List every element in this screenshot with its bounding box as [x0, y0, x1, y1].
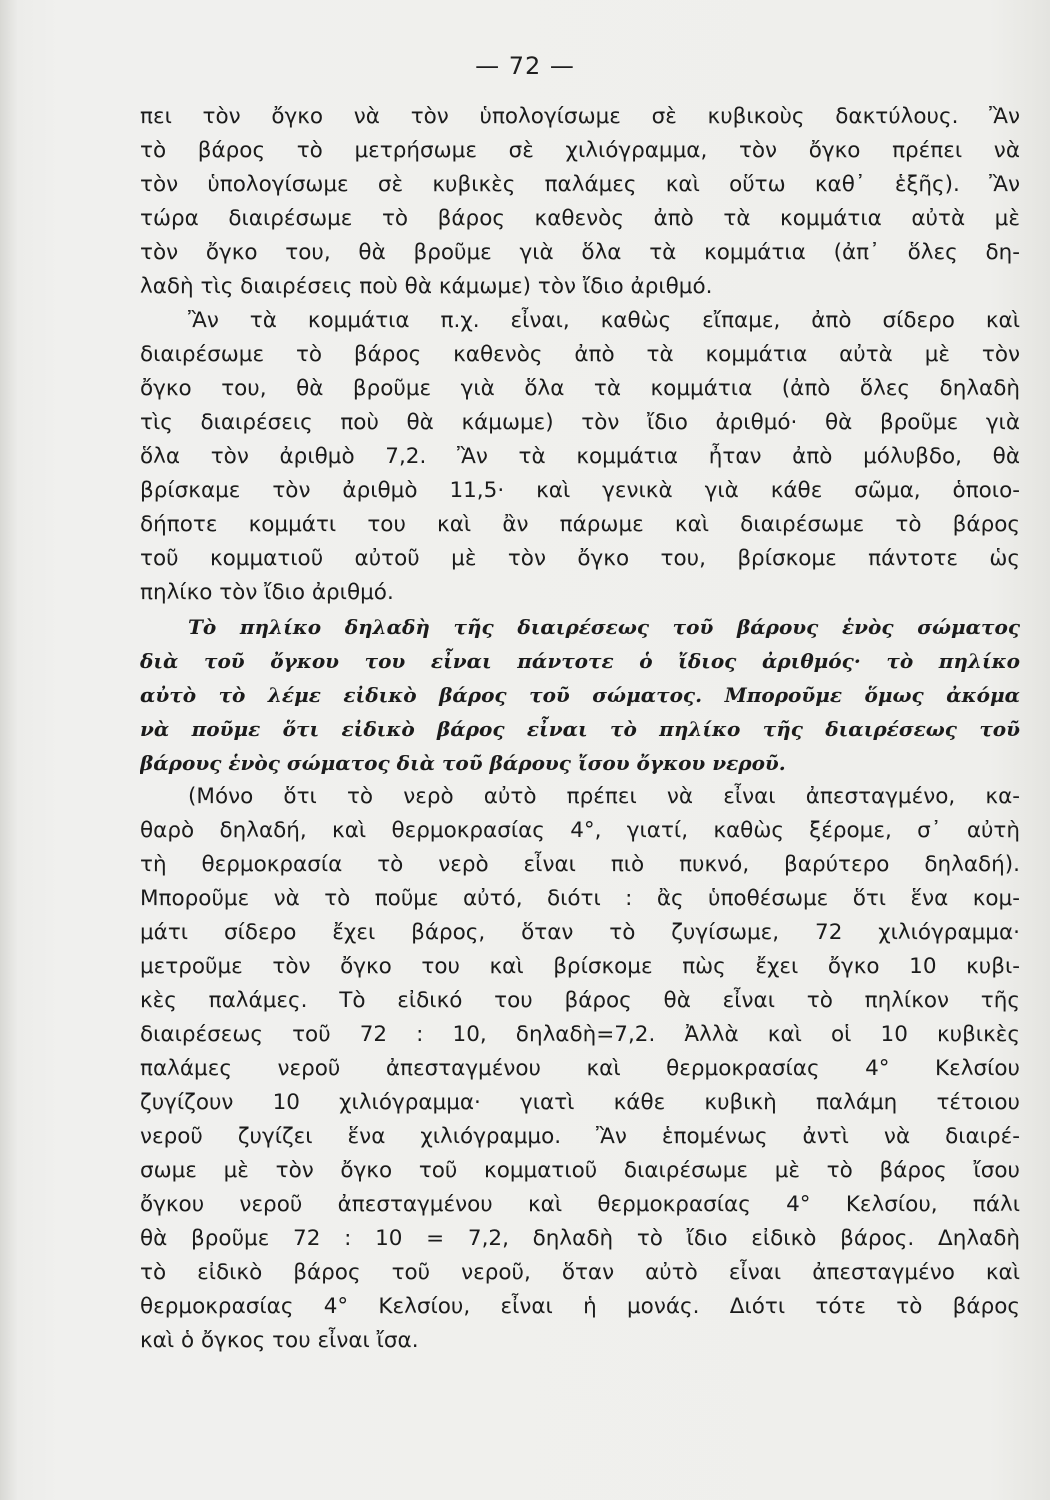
- text-line: διαιρέσεως τοῦ 72 : 10, δηλαδὴ=7,2. Ἀλλὰ καὶ οἱ 10 κυβικὲς: [140, 1022, 1020, 1047]
- text-line: θαρὸ δηλαδή, καὶ θερμοκρασίας 4°, γιατί, καθὼς ξέρομε, σ᾽ αὐτὴ: [140, 818, 1020, 843]
- text-line: τὸν ὑπολογίσωμε σὲ κυβικὲς παλάμες καὶ οὕτω καθ᾽ ἑξῆς). Ἂν: [140, 172, 1020, 197]
- text-line: ὄγκου νεροῦ ἀπεσταγμένου καὶ θερμοκρασίας 4° Κελσίου, πάλι: [140, 1192, 1020, 1217]
- text-line: κὲς παλάμες. Τὸ εἰδικό του βάρος θὰ εἶναι τὸ πηλίκον τῆς: [140, 988, 1020, 1013]
- text-line: θὰ βροῦμε 72 : 10 = 7,2, δηλαδὴ τὸ ἴδιο εἰδικὸ βάρος. Δηλαδὴ: [140, 1226, 1020, 1251]
- definition-line: αὐτὸ τὸ λέμε εἰδικὸ βάρος τοῦ σώματος. Μποροῦμε ὅμως ἀκόμα: [140, 683, 1020, 707]
- text-line: τὸν ὄγκο του, θὰ βροῦμε γιὰ ὅλα τὰ κομμάτια (ἀπ᾽ ὅλες δη-: [140, 240, 1020, 265]
- text-line: παλάμες νεροῦ ἀπεσταγμένου καὶ θερμοκρασίας 4° Κελσίου: [140, 1056, 1020, 1081]
- text-line: τὴ θερμοκρασία τὸ νερὸ εἶναι πιὸ πυκνό, βαρύτερο δηλαδή).: [140, 852, 1020, 877]
- paragraph-start-line: Ἂν τὰ κομμάτια π.χ. εἶναι, καθὼς εἴπαμε, ἀπὸ σίδερο καὶ: [188, 308, 1020, 333]
- text-line: δήποτε κομμάτι του καὶ ἂν πάρωμε καὶ διαιρέσωμε τὸ βάρος: [140, 512, 1020, 537]
- text-line: τώρα διαιρέσωμε τὸ βάρος καθενὸς ἀπὸ τὰ κομμάτια αὐτὰ μὲ: [140, 206, 1020, 231]
- text-line: μετροῦμε τὸν ὄγκο του καὶ βρίσκομε πὼς ἔχει ὄγκο 10 κυβι-: [140, 954, 1020, 979]
- text-line: θερμοκρασίας 4° Κελσίου, εἶναι ἡ μονάς. Διότι τότε τὸ βάρος: [140, 1294, 1020, 1319]
- text-line: λαδὴ τὶς διαιρέσεις ποὺ θὰ κάμωμε) τὸν ἴδιο ἀριθμό.: [140, 274, 713, 299]
- text-line: Μποροῦμε νὰ τὸ ποῦμε αὐτό, διότι : ἂς ὑποθέσωμε ὅτι ἕνα κομ-: [140, 886, 1020, 911]
- text-line: μάτι σίδερο ἔχει βάρος, ὅταν τὸ ζυγίσωμε, 72 χιλιόγραμμα·: [140, 920, 1020, 945]
- text-line: τὸ βάρος τὸ μετρήσωμε σὲ χιλιόγραμμα, τὸν ὄγκο πρέπει νὰ: [140, 138, 1020, 163]
- paragraph-start-line: (Μόνο ὅτι τὸ νερὸ αὐτὸ πρέπει νὰ εἶναι ἀπεσταγμένο, κα-: [188, 784, 1020, 809]
- text-line: ὅλα τὸν ἀριθμὸ 7,2. Ἂν τὰ κομμάτια ἦταν ἀπὸ μόλυβδο, θὰ: [140, 444, 1020, 469]
- page-number: — 72 —: [475, 52, 575, 80]
- text-line: νεροῦ ζυγίζει ἕνα χιλιόγραμμο. Ἂν ἑπομένως ἀντὶ νὰ διαιρέ-: [140, 1124, 1020, 1149]
- text-line: διαιρέσωμε τὸ βάρος καθενὸς ἀπὸ τὰ κομμάτια αὐτὰ μὲ τὸν: [140, 342, 1020, 367]
- definition-line: νὰ ποῦμε ὅτι εἰδικὸ βάρος εἶναι τὸ πηλίκο τῆς διαιρέσεως τοῦ: [140, 717, 1020, 741]
- definition-line: Τὸ πηλίκο δηλαδὴ τῆς διαιρέσεως τοῦ βάρους ἑνὸς σώματος: [188, 615, 1020, 639]
- text-line: τοῦ κομματιοῦ αὐτοῦ μὲ τὸν ὄγκο του, βρίσκομε πάντοτε ὡς: [140, 546, 1020, 571]
- text-line: καὶ ὁ ὄγκος του εἶναι ἴσα.: [140, 1328, 419, 1353]
- text-line: τὶς διαιρέσεις ποὺ θὰ κάμωμε) τὸν ἴδιο ἀριθμό· θὰ βροῦμε γιὰ: [140, 410, 1020, 435]
- text-line: πει τὸν ὄγκο νὰ τὸν ὑπολογίσωμε σὲ κυβικοὺς δακτύλους. Ἂν: [140, 104, 1020, 129]
- body-text: [140, 100, 1020, 1358]
- text-line: βρίσκαμε τὸν ἀριθμὸ 11,5· καὶ γενικὰ γιὰ κάθε σῶμα, ὁποιο-: [140, 478, 1020, 503]
- text-line: τὸ εἰδικὸ βάρος τοῦ νεροῦ, ὅταν αὐτὸ εἶναι ἀπεσταγμένο καὶ: [140, 1260, 1020, 1285]
- definition-line: βάρους ἑνὸς σώματος διὰ τοῦ βάρους ἴσου ὄγκου νεροῦ.: [140, 751, 786, 775]
- definition-line: διὰ τοῦ ὄγκου του εἶναι πάντοτε ὁ ἴδιος ἀριθμός· τὸ πηλίκο: [140, 649, 1020, 673]
- text-line: πηλίκο τὸν ἴδιο ἀριθμό.: [140, 580, 394, 605]
- text-line: ὄγκο του, θὰ βροῦμε γιὰ ὅλα τὰ κομμάτια (ἀπὸ ὅλες δηλαδὴ: [140, 376, 1020, 401]
- text-line: ζυγίζουν 10 χιλιόγραμμα· γιατὶ κάθε κυβικὴ παλάμη τέτοιου: [140, 1090, 1020, 1115]
- text-line: σωμε μὲ τὸν ὄγκο τοῦ κομματιοῦ διαιρέσωμε μὲ τὸ βάρος ἴσου: [140, 1158, 1020, 1183]
